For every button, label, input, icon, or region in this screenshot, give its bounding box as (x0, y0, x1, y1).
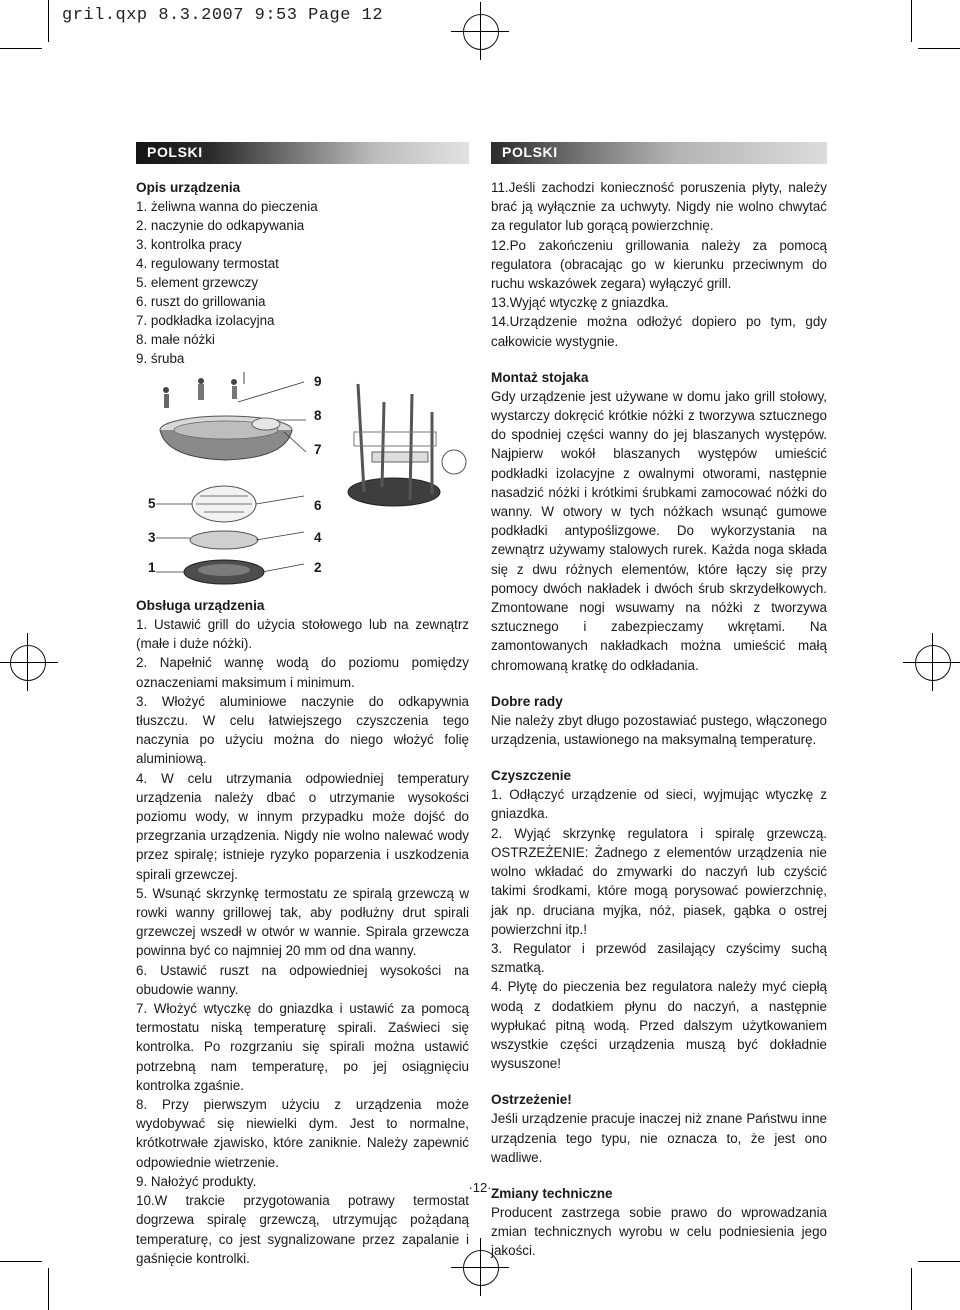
usage-heading: Obsługa urządzenia (136, 598, 265, 613)
callout-2: 2 (314, 560, 322, 575)
crop-mark (911, 0, 912, 42)
list-item: 8. małe nóżki (136, 332, 215, 347)
list-item: 9. Nałożyć produkty. (136, 1173, 257, 1189)
list-item: 7. Włożyć wtyczkę do gniazdka i ustawić za pomocą termostatu niską temperaturę spirali. Zaświeci się kontrolka. Po rozgrzaniu się spirali można ustawić potrzebną nam temperaturę, po jej osiągnięciu kontrolka zgaśnie. (136, 1001, 469, 1093)
callout-7: 7 (314, 442, 322, 457)
print-slug: gril.qxp 8.3.2007 9:53 Page 12 (62, 6, 384, 25)
callout-5: 5 (148, 496, 156, 511)
list-item: 5. element grzewczy (136, 275, 259, 290)
list-item: 2. naczynie do odkapywania (136, 218, 305, 233)
warning-section (491, 1090, 827, 1167)
page-number: ·12· (468, 1180, 492, 1195)
stand-heading: Montaż stojaka (491, 369, 589, 385)
registration-mark-top (463, 14, 497, 48)
grill-illustration (136, 372, 469, 594)
crop-mark (0, 1261, 42, 1262)
stand-text: Gdy urządzenie jest używane w domu jako grill stołowy, wystarczy dokręcić krótkie nóżki z tworzywa sztucznego do spodniej części wanny do jej blaszanych występów. Najpierw wokół blaszanych występów umieścić podkładki izolacyjne z owalnymi otworami, następnie nasadzić nóżki i krótkimi śrubkami zamocować nóżki do wanny. W otwory w tych nóżkach wsunąć gumowe podkładki antypoślizgowe. Do wykorzystania na zewnątrz używamy stalowych rurek. Każda noga składa się z dwu różnych elementów, które łączy się przy pomocy dwóch nakładek i dwóch śrub skrzydełkowych. Zmontowane nogi wsuwamy na nóżki z tworzywa sztucznego i zabezpieczamy wkrętami. Na zamontowanych nakładkach można umieścić małą chromowaną kratkę do odkładania. (491, 388, 827, 673)
cleaning-heading: Czyszczenie (491, 768, 572, 784)
callout-3: 3 (148, 530, 156, 545)
list-item: 3. Włożyć aluminiowe naczynie do odkapywnia tłuszczu. W celu łatwiejszego czyszczenia tego naczynia po użyciu można do niego włożyć folię aluminiową. (136, 693, 469, 767)
warning-text: Jeśli urządzenie pracuje inaczej niż znane Państwu inne urządzenia tego typu, nie oznacza to, że jest ono wadliwe. (491, 1111, 827, 1165)
list-item: 13.Wyjąć wtyczkę z gniazdka. (491, 295, 669, 311)
list-item: 4. Płytę do pieczenia bez regulatora należy myć ciepłą wodą z dodatkiem płynu do naczyń, a następnie wypłukać pitną wodą. Przed dalszym użytkowaniem wszystkie części urządzenia muszą być dokładnie wysuszone! (491, 979, 827, 1072)
language-header-left: POLSKI (136, 142, 469, 164)
crop-mark (0, 48, 42, 49)
callout-9: 9 (314, 374, 322, 389)
warning-heading: Ostrzeżenie! (491, 1092, 572, 1108)
crop-mark (48, 1268, 49, 1310)
list-item: 2. Wyjąć skrzynkę regulatora i spiralę grzewczą. OSTRZEŻENIE: Żadnego z elementów urządzenia nie wolno wkładać do zmywarki do naczyń lub czyścić takimi środkami, które mogą porysować powierzchnię, jak np. druciana myjka, nóż, piasek, gąbka o ostrej powierzchni itp.! (491, 825, 827, 937)
technical-changes-text: Producent zastrzega sobie prawo do wprowadzania zmian technicznych wyrobu w celu podniesienia jego jakości. (491, 1204, 827, 1259)
list-item: 2. Napełnić wannę wodą do poziomu pomiędzy oznaczeniami maksimum i minimum. (136, 655, 469, 690)
technical-changes-section (491, 1184, 827, 1261)
list-item: 9. śruba (136, 351, 185, 366)
tips-heading: Dobre rady (491, 693, 563, 709)
list-item: 14.Urządzenie można odłożyć dopiero po tym, gdy całkowicie wystygnie. (491, 314, 827, 349)
list-item: 3. Regulator i przewód zasilający czyścimy suchą szmatką. (491, 940, 827, 976)
list-item: 4. regulowany termostat (136, 256, 279, 271)
list-item: 11.Jeśli zachodzi konieczność poruszenia płyty, należy brać ją wyłącznie za uchwyty. Nigdy nie wolno chwytać za regulator lub gorącą powierzchnię. (491, 180, 827, 234)
technical-changes-heading: Zmiany techniczne (491, 1185, 613, 1201)
parts-list (136, 197, 469, 368)
callout-8: 8 (314, 408, 322, 423)
list-item: 7. podkładka izolacyjna (136, 313, 275, 328)
usage-list (136, 615, 469, 1268)
list-item: 12.Po zakończeniu grillowania należy za pomocą regulatora (obracając go w kierunku przeciwnym do ruchu wskazówek zegara) wyłączyć grill. (491, 237, 827, 292)
left-column (136, 142, 469, 1268)
cleaning-section (491, 766, 827, 1073)
right-column (491, 142, 827, 1261)
stand-section (491, 368, 827, 675)
list-item: 4. W celu utrzymania odpowiedniej temperatury urządzenia należy dbać o utrzymanie wysokości poziomu wody, w innym przypadku może dojść do przegrzania urządzenia. Nigdy nie wolno nalewać wody przez spiralę; istnieje ryzyko poparzenia i uszkodzenia spirali grzewczej. (136, 770, 469, 882)
callout-4: 4 (314, 530, 322, 545)
registration-mark-left (10, 645, 44, 679)
crop-mark (911, 1268, 912, 1310)
crop-mark (918, 48, 960, 49)
list-item: 6. Ustawić ruszt na odpowiedniej wysokości na obudowie wanny. (136, 962, 469, 997)
crop-mark (918, 1261, 960, 1262)
callout-6: 6 (314, 498, 322, 513)
list-item: 1. żeliwna wanna do pieczenia (136, 199, 318, 214)
tips-text: Nie należy zbyt długo pozostawiać pustego, włączonego urządzenia, ustawionego na maksymalną temperaturę. (491, 712, 827, 748)
list-item: 1. Odłączyć urządzenie od sieci, wyjmując wtyczkę z gniazdka. (491, 787, 827, 822)
list-item: 8. Przy pierwszym użyciu z urządzenia może wydobywać się niewielki dym. Jest to normalne, krótkotrwałe zjawisko, które zaniknie. Należy zapewnić odpowiednie wietrzenie. (136, 1097, 469, 1170)
list-item: 5. Wsunąć skrzynkę termostatu ze spiralą grzewczą w rowki wanny grillowej tak, aby podłużny drut spirali grzewczej wszedł w otwór w wannie. Spirala grzewcza powinna być co najmniej 20 mm od dna wanny. (136, 885, 469, 959)
list-item: 10.W trakcie przygotowania potrawy termostat dogrzewa spiralę grzewczą, utrzymując pożądaną temperaturę, co jest sygnalizowane przez zapalanie i gaśnięcie kontrolki. (136, 1193, 469, 1266)
list-item: 6. ruszt do grillowania (136, 294, 266, 309)
tips-section (491, 692, 827, 749)
list-item: 1. Ustawić grill do użycia stołowego lub na zewnątrz (małe i duże nóżki). (136, 617, 469, 652)
grill-diagram (136, 372, 469, 594)
registration-mark-right (915, 645, 949, 679)
callout-1: 1 (148, 560, 156, 575)
list-item: 3. kontrolka pracy (136, 237, 242, 252)
parts-heading: Opis urządzenia (136, 180, 241, 195)
crop-mark (48, 0, 49, 42)
usage-continued-list (491, 178, 827, 351)
language-header-right: POLSKI (491, 142, 827, 164)
